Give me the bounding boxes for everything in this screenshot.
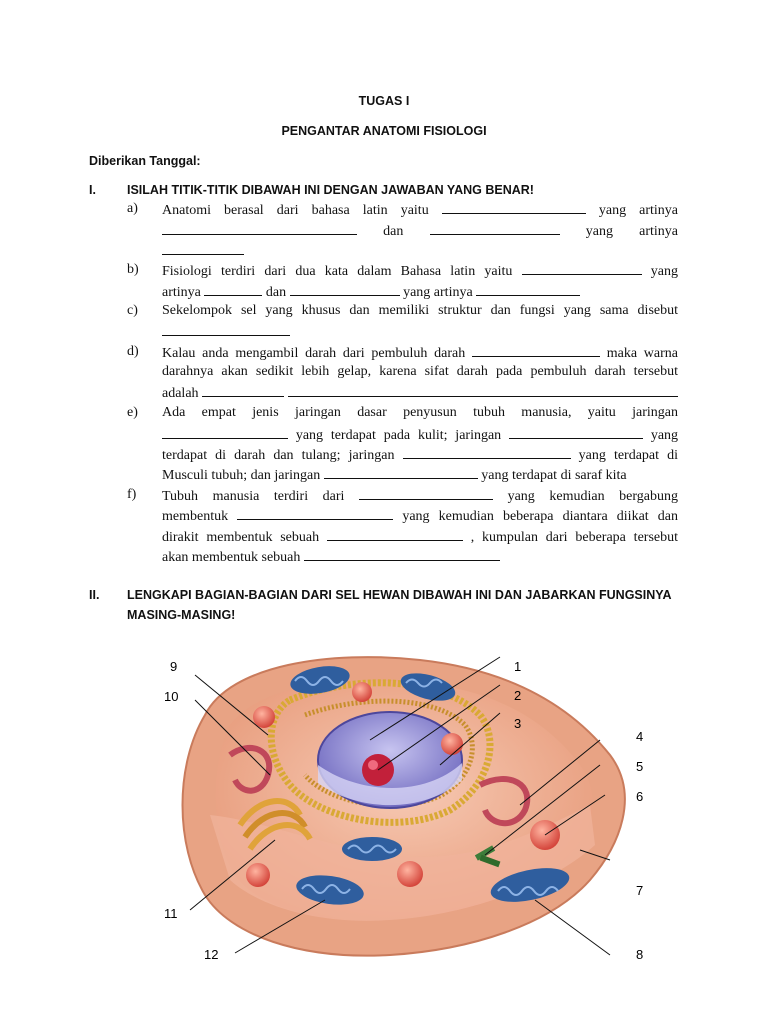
item-e-blank-3[interactable] bbox=[403, 446, 571, 459]
item-d-text-4: adalah bbox=[162, 386, 199, 401]
item-a-blank-4[interactable] bbox=[162, 242, 244, 255]
section-2-title-line-1: LENGKAPI BAGIAN-BAGIAN DARI SEL HEWAN DIBAWAH INI DAN JABARKAN FUNGSINYA bbox=[127, 588, 672, 602]
label-3: 3 bbox=[514, 716, 522, 731]
label-2: 2 bbox=[514, 688, 522, 703]
item-a-blank-3[interactable] bbox=[430, 222, 560, 235]
lysosome-3 bbox=[441, 733, 463, 755]
item-a-text-1: Anatomi berasal dari bahasa latin yaitu bbox=[162, 203, 429, 218]
section-2-title-line-2: MASING-MASING! bbox=[127, 608, 236, 622]
item-e-blank-4[interactable] bbox=[324, 466, 478, 479]
item-f-blank-4[interactable] bbox=[304, 548, 500, 561]
lysosome-5 bbox=[397, 861, 423, 887]
item-f-text-2: yang kemudian bergabung bbox=[507, 489, 678, 504]
course-title: PENGANTAR ANATOMI FISIOLOGI bbox=[281, 124, 487, 138]
item-f-line-3 bbox=[162, 528, 678, 546]
item-c-text-1: Sekelompok sel yang khusus dan memiliki struktur dan fungsi yang sama disebut bbox=[162, 303, 678, 318]
item-d-text-2: maka warna bbox=[606, 346, 679, 361]
item-e-blank-2[interactable] bbox=[509, 426, 643, 439]
item-a-label: a) bbox=[127, 201, 138, 216]
item-b-blank-2[interactable] bbox=[204, 283, 262, 296]
item-d-line-1 bbox=[162, 344, 678, 362]
item-d-label: d) bbox=[127, 344, 139, 359]
item-f-text-5: dirakit membentuk sebuah bbox=[162, 530, 320, 545]
item-a-text-4: yang artinya bbox=[585, 224, 678, 239]
item-f-text-1: Tubuh manusia terdiri dari bbox=[162, 489, 345, 504]
item-b-text-5: yang artinya bbox=[403, 285, 473, 300]
item-f-line-1 bbox=[162, 487, 678, 505]
label-10: 10 bbox=[164, 689, 179, 704]
item-b-blank-3[interactable] bbox=[290, 283, 400, 296]
item-a-line-3 bbox=[162, 242, 678, 260]
item-c-blank-1[interactable] bbox=[162, 323, 290, 336]
item-d-line-2 bbox=[162, 364, 678, 380]
item-e-label: e) bbox=[127, 405, 138, 420]
label-11: 11 bbox=[164, 906, 178, 921]
item-a-text-3: dan bbox=[383, 224, 404, 239]
item-e-text-5: yang terdapat di bbox=[578, 448, 679, 463]
label-9: 9 bbox=[170, 659, 178, 674]
section-2-number: II. bbox=[89, 588, 100, 602]
task-title: TUGAS I bbox=[358, 94, 410, 108]
item-a-blank-1[interactable] bbox=[442, 201, 586, 214]
item-a-line-1 bbox=[162, 201, 678, 219]
label-5: 5 bbox=[636, 759, 644, 774]
item-e-blank-1[interactable] bbox=[162, 426, 288, 439]
item-e-line-1 bbox=[162, 405, 678, 421]
lysosome-1 bbox=[253, 706, 275, 728]
animal-cell-diagram bbox=[150, 645, 670, 975]
item-d-text-3: darahnya akan sedikit lebih gelap, karena sifat darah pada pembuluh darah tersebut bbox=[162, 364, 678, 379]
item-d-blank-2[interactable] bbox=[202, 384, 284, 397]
item-f-line-4 bbox=[162, 548, 678, 566]
section-1-number: I. bbox=[89, 183, 96, 197]
item-f-text-7: akan membentuk sebuah bbox=[162, 550, 301, 565]
item-b-blank-1[interactable] bbox=[522, 262, 642, 275]
label-7: 7 bbox=[636, 883, 644, 898]
item-b-text-4: dan bbox=[265, 285, 287, 300]
item-a-text-2: yang artinya bbox=[598, 203, 679, 218]
item-e-text-7: yang terdapat di saraf kita bbox=[481, 468, 627, 483]
item-a-blank-2[interactable] bbox=[162, 222, 357, 235]
item-f-blank-2[interactable] bbox=[237, 507, 393, 520]
item-c-label: c) bbox=[127, 303, 138, 318]
item-e-text-6: Musculi tubuh; dan jaringan bbox=[162, 468, 321, 483]
item-e-text-1: Ada empat jenis jaringan dasar penyusun tubuh manusia, yaitu jaringan bbox=[162, 405, 678, 420]
lysosome-2 bbox=[352, 682, 372, 702]
label-4: 4 bbox=[636, 729, 644, 744]
item-b-blank-4[interactable] bbox=[476, 283, 580, 296]
item-e-text-3: yang bbox=[650, 428, 679, 443]
item-d-blank-1[interactable] bbox=[472, 344, 600, 357]
item-f-label: f) bbox=[127, 487, 137, 502]
label-1: 1 bbox=[514, 659, 522, 674]
item-b-line-2 bbox=[162, 283, 678, 301]
item-b-text-1: Fisiologi terdiri dari dua kata dalam Bahasa latin yaitu bbox=[162, 264, 513, 279]
item-b-label: b) bbox=[127, 262, 139, 277]
section-1-title: ISILAH TITIK-TITIK DIBAWAH INI DENGAN JAWABAN YANG BENAR! bbox=[127, 183, 534, 197]
item-f-line-2 bbox=[162, 507, 678, 525]
item-e-text-2: yang terdapat pada kulit; jaringan bbox=[295, 428, 502, 443]
item-f-text-6: , kumpulan dari beberapa tersebut bbox=[470, 530, 678, 545]
label-6: 6 bbox=[636, 789, 644, 804]
item-b-line-1 bbox=[162, 262, 678, 280]
item-f-blank-3[interactable] bbox=[327, 528, 463, 541]
item-d-line-3 bbox=[162, 384, 678, 402]
item-d-text-1: Kalau anda mengambil darah dari pembuluh darah bbox=[162, 346, 466, 361]
label-12: 12 bbox=[204, 947, 219, 962]
item-e-line-4 bbox=[162, 466, 678, 484]
item-d-blank-3[interactable] bbox=[288, 384, 678, 397]
item-c-line-1 bbox=[162, 303, 678, 319]
item-f-text-3: membentuk bbox=[162, 509, 229, 524]
item-f-text-4: yang kemudian beberapa diantara diikat dan bbox=[402, 509, 678, 524]
item-b-text-2: yang bbox=[650, 264, 679, 279]
item-c-line-2 bbox=[162, 323, 678, 341]
lysosome-6 bbox=[246, 863, 270, 887]
item-b-text-3: artinya bbox=[162, 285, 201, 300]
label-8: 8 bbox=[636, 947, 644, 962]
item-e-line-3 bbox=[162, 446, 678, 464]
date-label: Diberikan Tanggal: bbox=[89, 154, 201, 168]
item-e-line-2 bbox=[162, 426, 678, 444]
item-e-text-4: terdapat di darah dan tulang; jaringan bbox=[162, 448, 395, 463]
item-a-line-2 bbox=[162, 222, 678, 240]
item-f-blank-1[interactable] bbox=[359, 487, 493, 500]
